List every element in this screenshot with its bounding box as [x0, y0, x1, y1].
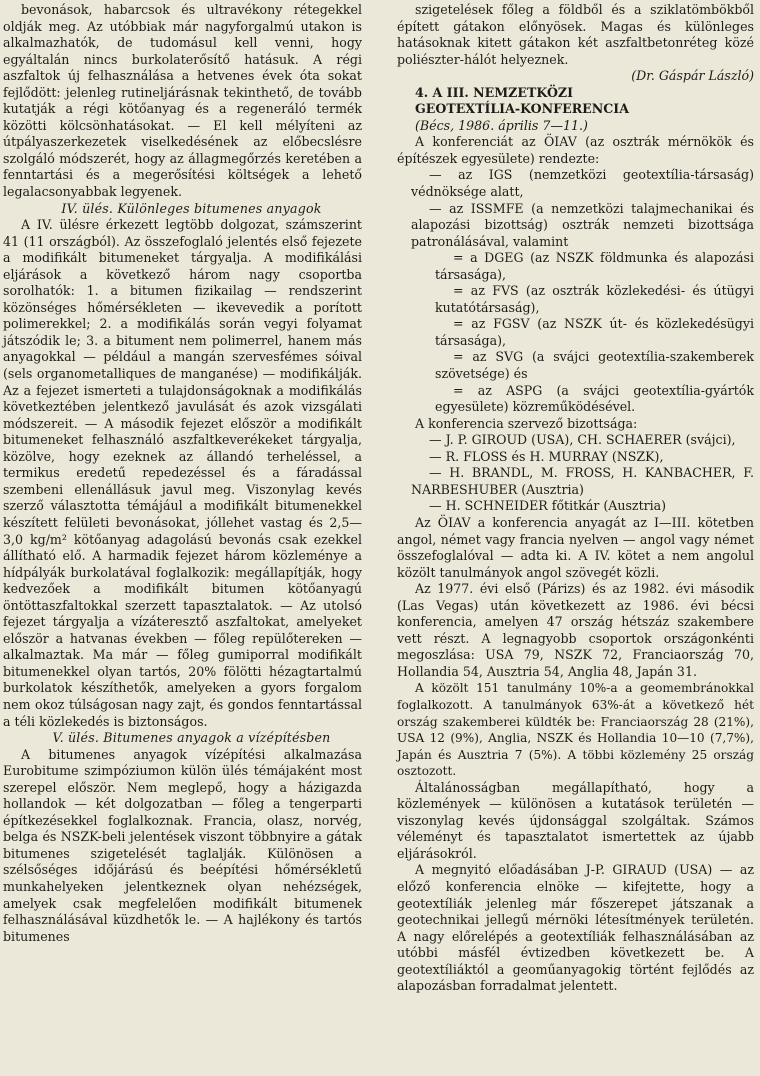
committee-member: — J. P. GIROUD (USA), CH. SCHAERER (svájci),	[429, 432, 736, 448]
paragraph-opening-lecture: A megnyitó előadásában J-P. GIRAUD (USA) — az előző konferencia elnöke — kifejtette, hogy a geotextíliák jelenleg már főszerepet játszanak a geotechnikai jellegű mérnöki létesítmények területén. A nagy előrelépés a geotextíliák felhasználásában az utóbbi másfél évtizedben következett be. A geotextíliáktól a geoműanyagokig történt fejlődés az alapozásban forradalmat jelentett.	[397, 862, 754, 994]
right-column	[397, 2, 754, 995]
article-title-line-1: 4. A III. NEMZETKÖZI	[415, 84, 574, 100]
paragraph-intro: bevonások, habarcsok és ultravékony rétegekkel oldják meg. Az utóbbiak már nagyforgalmú utakon is alkalmazhatók, de tudomásul kell venni, hogy egyáltalán nincs burkolaterősítő hatásuk. A régi aszfaltok új felhasználása a hetvenes évek óta sokat fejlődött: jelenleg rutineljárásnak tekinthető, de tovább kutatják a régi kötőanyag és a regeneráló termék közötti kölcsönhatásokat. — El kell mélyíteni az útpályaszerkezetek viselkedésének az előbecslésre szolgáló módszerét, hogy az állagmegőrzés keretében a fenntartási és a megerősítési költségek a lehető legalacsonyabbak legyenek.	[3, 2, 362, 200]
committee-intro: A konferencia szervező bizottsága:	[415, 415, 638, 431]
paragraph-studies: A közölt 151 tanulmány 10%-a a geomembránokkal foglalkozott. A tanulmányok 63%-át a következő hét ország szakemberei küldték be: Franciaország 28 (21%), USA 12 (9%), Anglia, NSZK és Hollandia 10—10 (7,7%), Japán és Ausztria 7 (5%). A többi közlemény 25 ország osztozott.	[397, 681, 754, 779]
organizer-item: — az ISSMFE (a nemzetközi talajmechanikai és alapozási bizottság) osztrák nemzeti bizottsága patronálásával, valamint	[411, 200, 754, 249]
paragraph-session-iv: A IV. ülésre érkezett legtöbb dolgozat, számszerint 41 (11 országból). Az összefoglaló jelentés első fejezete a modifikált bitumeneket tárgyalja. A modifikálási eljárások a következő három nagy csoportba sorolhatók: 1. a bitumen fizikailag — rendszerint közönséges hőmérsékleten — ikevevedik a porított polimerekkel; 2. a modifikálás során vegyi folyamat játszódik le; 3. a bitument nem polimerrel, hanem más anyagokkal — például a mangán szervesfémes sóival (sels organometalliques de manganése) — modifikálják. Az a fejezet ismerteti a tulajdonságoknak a modifikálás következtében jelentkező javulását és azok vizsgálati módszereit. — A második fejezet először a modifikált bitumeneket felhasználó aszfaltkeverékeket tárgyalja, közölve, hogy ezeknek az állandó terheléssel, a termikus eredetű repedezéssel és a fáradással szembeni ellenállásuk javul meg. Viszonylag kevés szerző választotta témájául a modifikált bitumenekkel készített felületi bevonásokat, jóllehet vastag és 2,5—3,0 kg/m² kötőanyag adagolású bevonás csak ezekkel állítható elő. A harmadik fejezet három közleménye a hídpályák burkolatával foglalkozik: megállapítják, hogy kedvezőek a modifikált bitumen kötőanyagú öntöttaszfaltokkal szerzett tapasztalatok. — Az utolsó fejezet tárgyalja a vízáteresztő aszfaltokat, amelyeket először a hatvanas években — főleg repülőtereken — alkalmaztak. Ma már — főleg gumiporral modifikált bitumenekkel olyan tartós, 20% fölötti hézagtartalmú burkolatok készíthetők, amelyeken a gyors forgalom nem okoz túlságosan nagy zajt, és gondos fenntartással a téli közlekedés is biztonságos.	[3, 217, 362, 729]
organizer-subitem: = az ASPG (a svájci geotextília-gyártók egyesülete) közreműködésével.	[435, 382, 754, 415]
organizer-subitem: = az FVS (az osztrák közlekedési- és útügyi kutatótársaság),	[435, 283, 754, 315]
paragraph-session-v: A bitumenes anyagok vízépítési alkalmazása Eurobitume szimpóziumon külön ülés témájaként most szerepel először. Nem meglepő, hogy a házigazda hollandok — két dolgozatban — főleg a tengerparti építkezésekkel foglalkoznak. Francia, olasz, norvég, belga és NSZK-beli jelentések viszont többnyire a gátak bitumenes szigetelését taglalják. Különösen a szélsőséges időjárású és beépítési hőmérsékletű munkahelyeken jelentkeznek olyan nehézségek, amelyek csak megfelelően modifikált bitumenek felhasználásával küzdhetők le. — A hajlékony és tartós bitumenes	[3, 746, 362, 944]
section-heading-v: V. ülés. Bitumenes anyagok a vízépítésben	[52, 730, 331, 746]
organizer-subitem: = az FGSV (az NSZK út- és közlekedésügyi társasága),	[435, 316, 754, 348]
section-heading-iv: IV. ülés. Különleges bitumenes anyagok	[61, 200, 322, 216]
author-signature: (Dr. Gáspár László)	[631, 68, 754, 84]
committee-member: — H. SCHNEIDER főtitkár (Ausztria)	[429, 498, 667, 514]
paragraph-continuation: szigetelések főleg a földből és a sziklatömbökből épített gátakon előnyösek. Magas és különleges hatásoknak kitett gátakon két aszfaltbetonréteg közé poliészter-hálót helyeznek.	[397, 2, 754, 67]
committee-member: — H. BRANDL, M. FROSS, H. KANBACHER, F. NARBESHUBER (Ausztria)	[411, 465, 754, 497]
organizer-item: — az IGS (nemzetközi geotextília-társaság) védnöksége alatt,	[411, 167, 754, 200]
paragraph-general: Általánosságban megállapítható, hogy a közlemények — különösen a kutatások területén — viszonylag kevés újdonsággal szolgáltak. Számos véleményt és tapasztalatot ismertettek az újabb eljárásokról.	[397, 779, 754, 861]
left-column	[3, 2, 362, 945]
paragraph-statistics: Az 1977. évi első (Párizs) és az 1982. évi második (Las Vegas) után következett az 1986. évi bécsi konferencia, amelyen 47 ország hétszáz szakembere vett részt. A legnagyobb csoportok országonkénti megoszlása: USA 79, NSZK 72, Franciaország 70, Hollandia 54, Ausztria 54, Anglia 48, Japán 31.	[397, 581, 754, 679]
article-subtitle: (Bécs, 1986. április 7—11.)	[415, 117, 588, 133]
committee-member: — R. FLOSS és H. MURRAY (NSZK),	[429, 448, 664, 464]
paragraph-organizers: A konferenciát az ÖIAV (az osztrák mérnökök és építészek egyesülete) rendezte:	[397, 134, 754, 166]
organizer-subitem: = az SVG (a svájci geotextília-szakemberek szövetsége) és	[435, 349, 754, 382]
article-title-line-2: GEOTEXTÍLIA-KONFERENCIA	[415, 101, 629, 117]
paragraph-publication: Az ÖIAV a konferencia anyagát az I—III. kötetben angol, német vagy francia nyelven — angol vagy német összefoglalóval — adta ki. A IV. kötet a nem angolul közölt tanulmányok angol szövegét közli.	[397, 514, 754, 580]
organizer-subitem: = a DGEG (az NSZK földmunka és alapozási társasága),	[435, 250, 754, 282]
